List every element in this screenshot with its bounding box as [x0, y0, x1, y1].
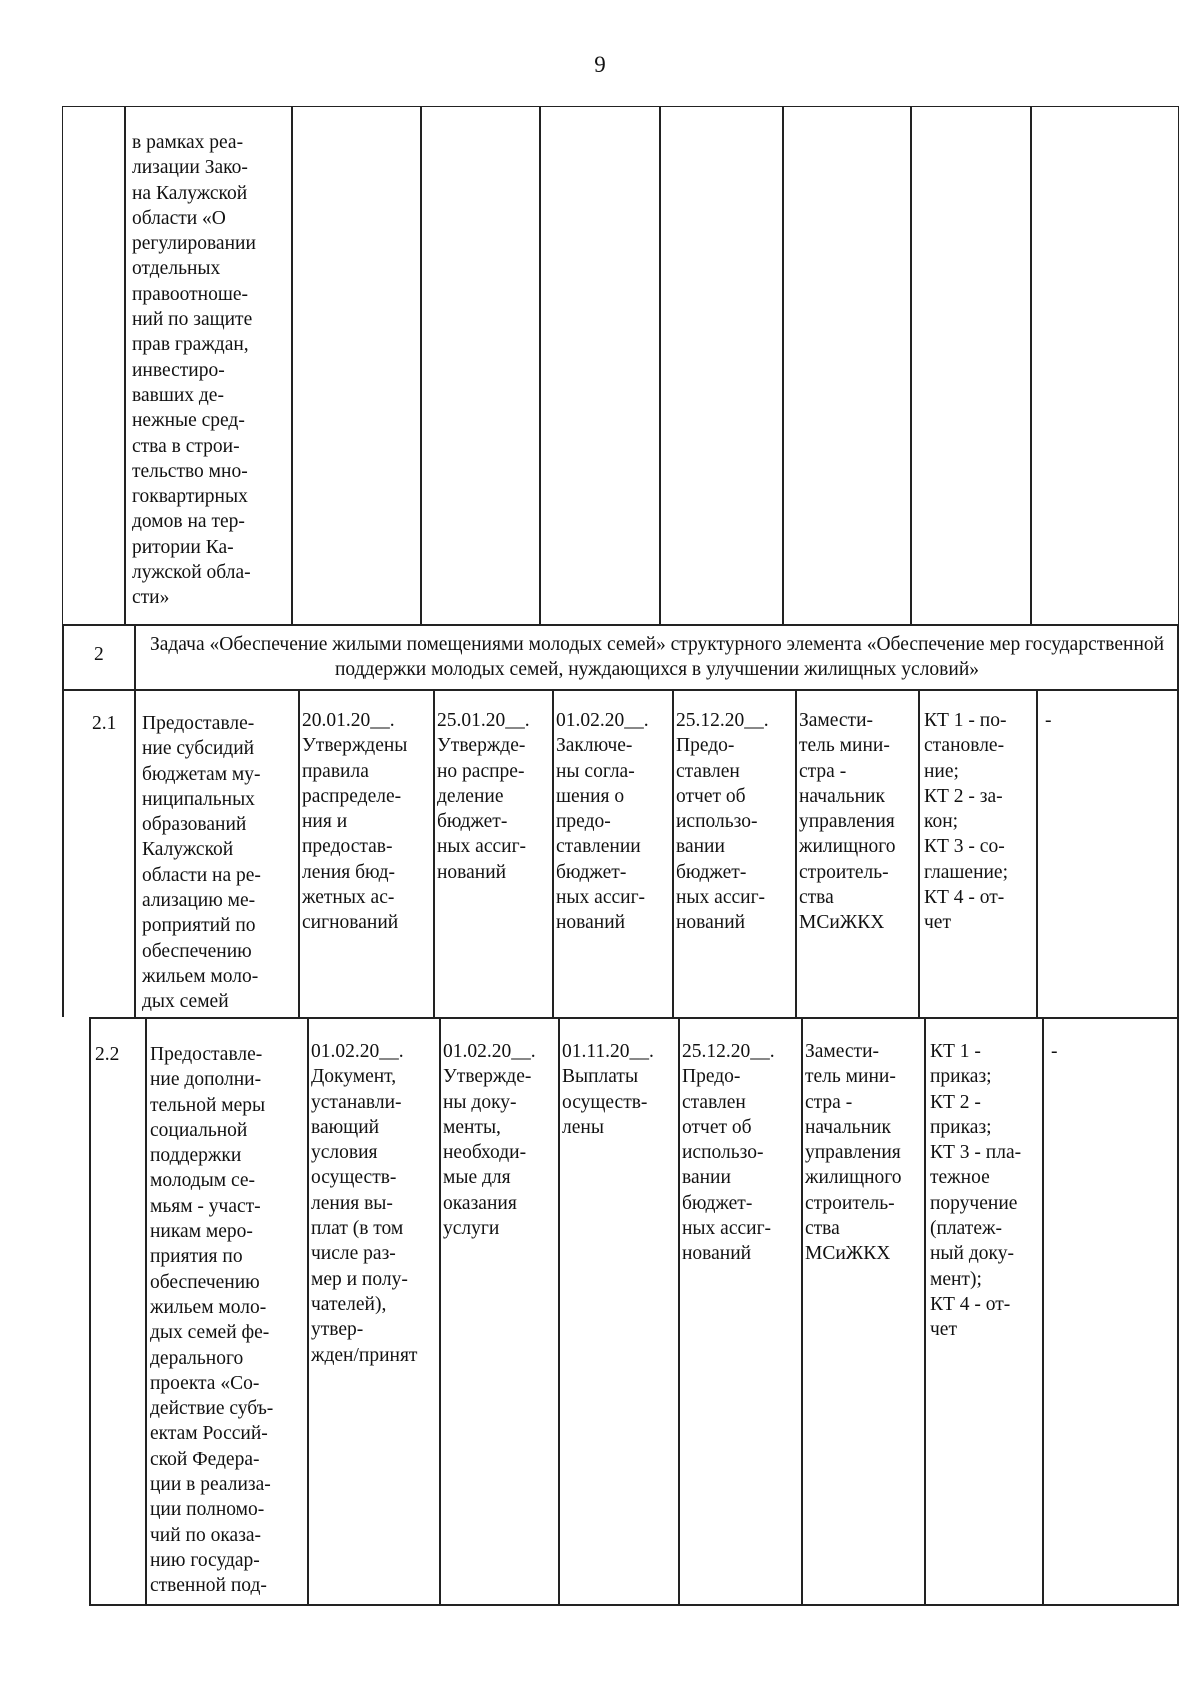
column-divider [1177, 1017, 1179, 1605]
column-divider [918, 689, 920, 1017]
column-divider [134, 624, 136, 690]
checkpoint-2: 25.01.20__. Утвержде- но распре- деление бюджет- ных ассиг- нований [437, 710, 530, 883]
column-divider [1042, 1017, 1044, 1605]
column-divider [307, 1017, 309, 1605]
column-divider [1177, 624, 1179, 690]
activity-description: Предоставле- ние субсидий бюджетам му- ниципальных образований Калужской области на ре- ализацию ме- роприятий по обеспечению жильем моло- дых семей [142, 713, 261, 1013]
column-divider [1177, 689, 1179, 1017]
task-text: Задача «Обеспечение жилыми помещениями молодых семей» структурного элемента «Обеспечение мер государственной поддержки молодых семей, нуждающихся в улучшении жилищных условий» [149, 634, 1165, 680]
continuation-description: в рамках реа- лизации Зако- на Калужской области «О регулировании отдельных правоотноше- ний по защите прав граждан, инвестиро- вавших де- нежные сред- ства в строи- тельство мно- гоквартирных домов на тер- ритории Ка- лужской обла- сти» [132, 132, 256, 609]
column-divider [801, 1017, 803, 1605]
checkpoint-1: 20.01.20__. Утверждены правила распределе- ния и предостав- ления бюд- жетных ас- сигнований [302, 710, 408, 934]
column-divider [124, 106, 126, 625]
column-divider [924, 1017, 926, 1605]
column-divider [89, 1017, 91, 1605]
page-number: 9 [594, 52, 606, 77]
column-divider [62, 624, 64, 690]
responsible-person: Замести- тель мини- стра - начальник управления жилищного строитель- ства МСиЖКХ [805, 1041, 902, 1265]
column-divider [298, 689, 300, 1017]
checkpoint-1: 01.02.20__. Документ, устанавли- вающий условия осуществ- ления вы- плат (в том числе раз- мер и полу- чателей), утвер- жден/принят [311, 1041, 418, 1366]
checkpoint-4: 25.12.20__. Предо- ставлен отчет об использо- вании бюджет- ных ассиг- нований [676, 710, 769, 934]
column-divider [439, 1017, 441, 1605]
confirming-documents: КТ 1 - по- становле- ние; КТ 2 - за- кон; КТ 3 - со- глашение; КТ 4 - от- чет [924, 710, 1009, 934]
task-number: 2 [94, 644, 104, 665]
column-divider [145, 1017, 147, 1605]
table-bottom-border [89, 1604, 1179, 1606]
confirming-documents: КТ 1 - приказ; КТ 2 - приказ; КТ 3 - пла- тежное поручение (платеж- ный доку- мент); КТ 4 - от- чет [930, 1041, 1022, 1341]
column-divider [659, 106, 661, 625]
column-divider [62, 689, 64, 1017]
column-divider [795, 689, 797, 1017]
column-divider [291, 106, 293, 625]
row-number: 2.2 [95, 1044, 120, 1065]
column-divider [1036, 689, 1038, 1017]
checkpoint-4: 25.12.20__. Предо- ставлен отчет об использо- вании бюджет- ных ассиг- нований [682, 1041, 775, 1265]
column-divider [433, 689, 435, 1017]
column-divider [678, 1017, 680, 1605]
extra-cell: - [1051, 1041, 1058, 1062]
column-divider [782, 106, 784, 625]
column-divider [910, 106, 912, 625]
column-divider [420, 106, 422, 625]
row-divider [62, 689, 1179, 691]
checkpoint-3: 01.11.20__. Выплаты осуществ- лены [562, 1041, 654, 1138]
activity-description: Предоставле- ние дополни- тельной меры социальной поддержки молодым се- мьям - участ- никам меро- приятия по обеспечению жильем моло- дых семей фе- дерального проекта «Со- действие субъ- ектам Россий- ской Федера- ции в реализа- ции полномо- чий по оказа- нию государ- ственной под- [150, 1044, 274, 1597]
row-number: 2.1 [92, 713, 117, 734]
column-divider [539, 106, 541, 625]
extra-cell: - [1045, 710, 1052, 731]
checkpoint-2: 01.02.20__. Утвержде- ны доку- менты, необходи- мые для оказания услуги [443, 1041, 536, 1240]
column-divider [672, 689, 674, 1017]
row-divider [89, 1017, 1179, 1019]
row-divider [62, 624, 1179, 626]
column-divider [1030, 106, 1032, 625]
column-divider [558, 1017, 560, 1605]
responsible-person: Замести- тель мини- стра - начальник управления жилищного строитель- ства МСиЖКХ [799, 710, 896, 934]
column-divider [552, 689, 554, 1017]
column-divider [134, 689, 136, 1017]
checkpoint-3: 01.02.20__. Заключе- ны согла- шения о предо- ставлении бюджет- ных ассиг- нований [556, 710, 649, 934]
